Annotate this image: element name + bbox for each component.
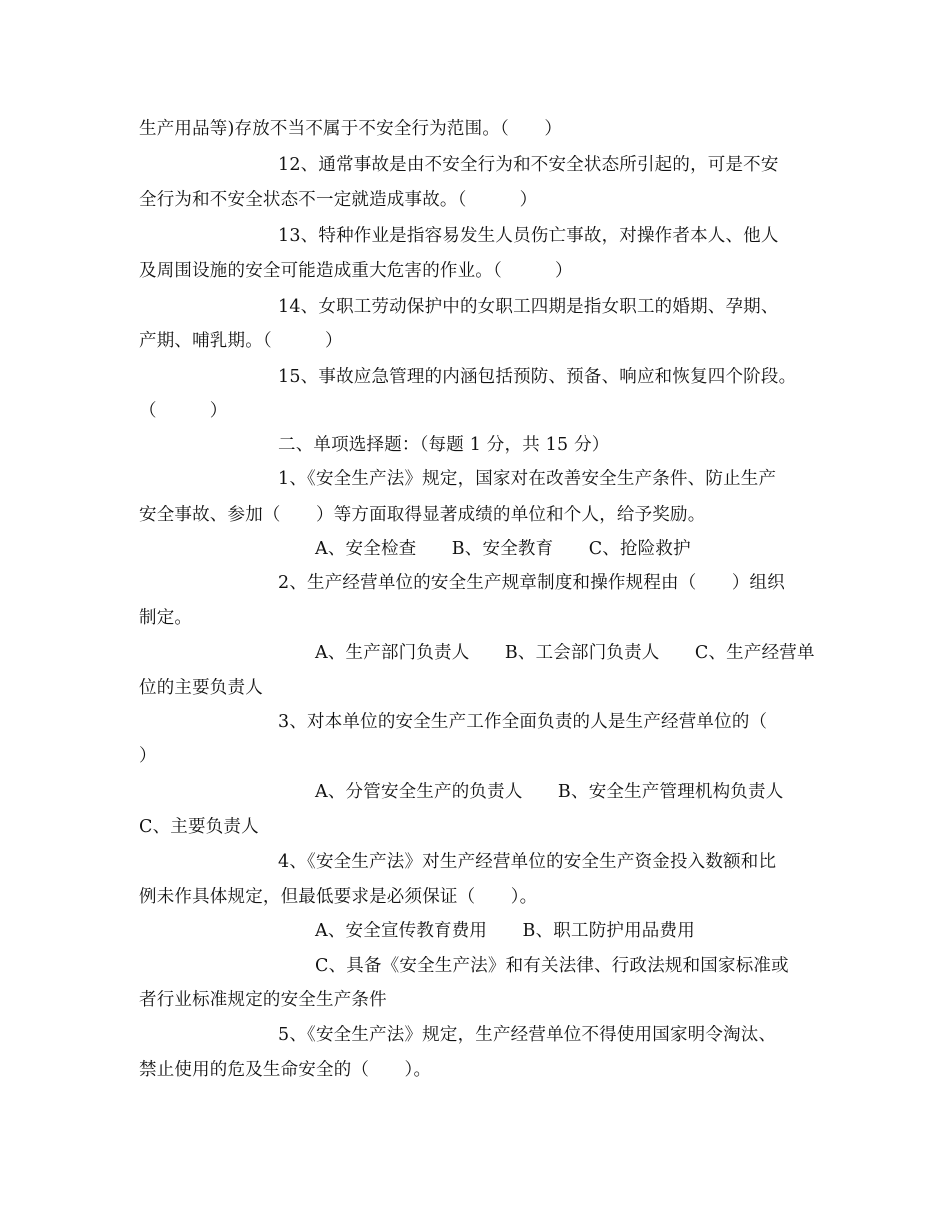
mc-question-1-line-1: 1、《安全生产法》规定，国家对在改善安全生产条件、防止生产 [278, 469, 777, 489]
mc-question-1-options: A、安全检查 B、安全教育 C、抢险救护 [315, 539, 691, 559]
mc-question-1-line-2: 安全事故、参加（ ）等方面取得显著成绩的单位和个人，给予奖励。 [139, 505, 706, 525]
question-12-line-1: 12、通常事故是由不安全行为和不安全状态所引起的，可是不安 [278, 155, 779, 175]
mc-question-4-option-c: C、具备《安全生产法》和有关法律、行政法规和国家标准或 [315, 956, 789, 976]
question-15-line-1: 15、事故应急管理的内涵包括预防、预备、响应和恢复四个阶段。 [278, 367, 797, 387]
text-line: 生产用品等)存放不当不属于不安全行为范围。（ ） [139, 119, 563, 139]
mc-question-4-line-2: 例未作具体规定，但最低要求是必须保证（ ）。 [139, 887, 538, 907]
mc-question-4-line-1: 4、《安全生产法》对生产经营单位的安全生产资金投入数额和比 [278, 852, 777, 872]
section-heading: 二、单项选择题：（每题 1 分，共 15 分） [278, 435, 610, 455]
question-14-line-2: 产期、哺乳期。（ ） [139, 331, 343, 351]
question-13-line-2: 及周围设施的安全可能造成重大危害的作业。（ ） [139, 261, 573, 281]
mc-question-5-line-1: 5、《安全生产法》规定，生产经营单位不得使用国家明令淘汰、 [278, 1025, 777, 1045]
mc-question-5-line-2: 禁止使用的危及生命安全的（ ）。 [139, 1060, 432, 1080]
question-15-line-2: （ ） [139, 401, 228, 421]
mc-question-2-options-cont: 位的主要负责人 [139, 678, 263, 698]
mc-question-3-line-2: ） [139, 746, 157, 766]
mc-question-3-options-cont: C、主要负责人 [139, 817, 259, 837]
mc-question-4-options-ab: A、安全宣传教育费用 B、职工防护用品费用 [315, 921, 695, 941]
mc-question-2-line-1: 2、生产经营单位的安全生产规章制度和操作规程由（ ）组织 [278, 573, 785, 593]
mc-question-3-options: A、分管安全生产的负责人 B、安全生产管理机构负责人 [315, 782, 784, 802]
question-12-line-2: 全行为和不安全状态不一定就造成事故。（ ） [139, 190, 538, 210]
mc-question-4-option-c-cont: 者行业标准规定的安全生产条件 [139, 990, 387, 1010]
mc-question-2-line-2: 制定。 [139, 608, 193, 628]
mc-question-2-options: A、生产部门负责人 B、工会部门负责人 C、生产经营单 [315, 643, 815, 663]
question-14-line-1: 14、女职工劳动保护中的女职工四期是指女职工的婚期、孕期、 [278, 297, 779, 317]
mc-question-3-line-1: 3、对本单位的安全生产工作全面负责的人是生产经营单位的（ [278, 712, 768, 732]
question-13-line-1: 13、特种作业是指容易发生人员伤亡事故，对操作者本人、他人 [278, 226, 779, 246]
